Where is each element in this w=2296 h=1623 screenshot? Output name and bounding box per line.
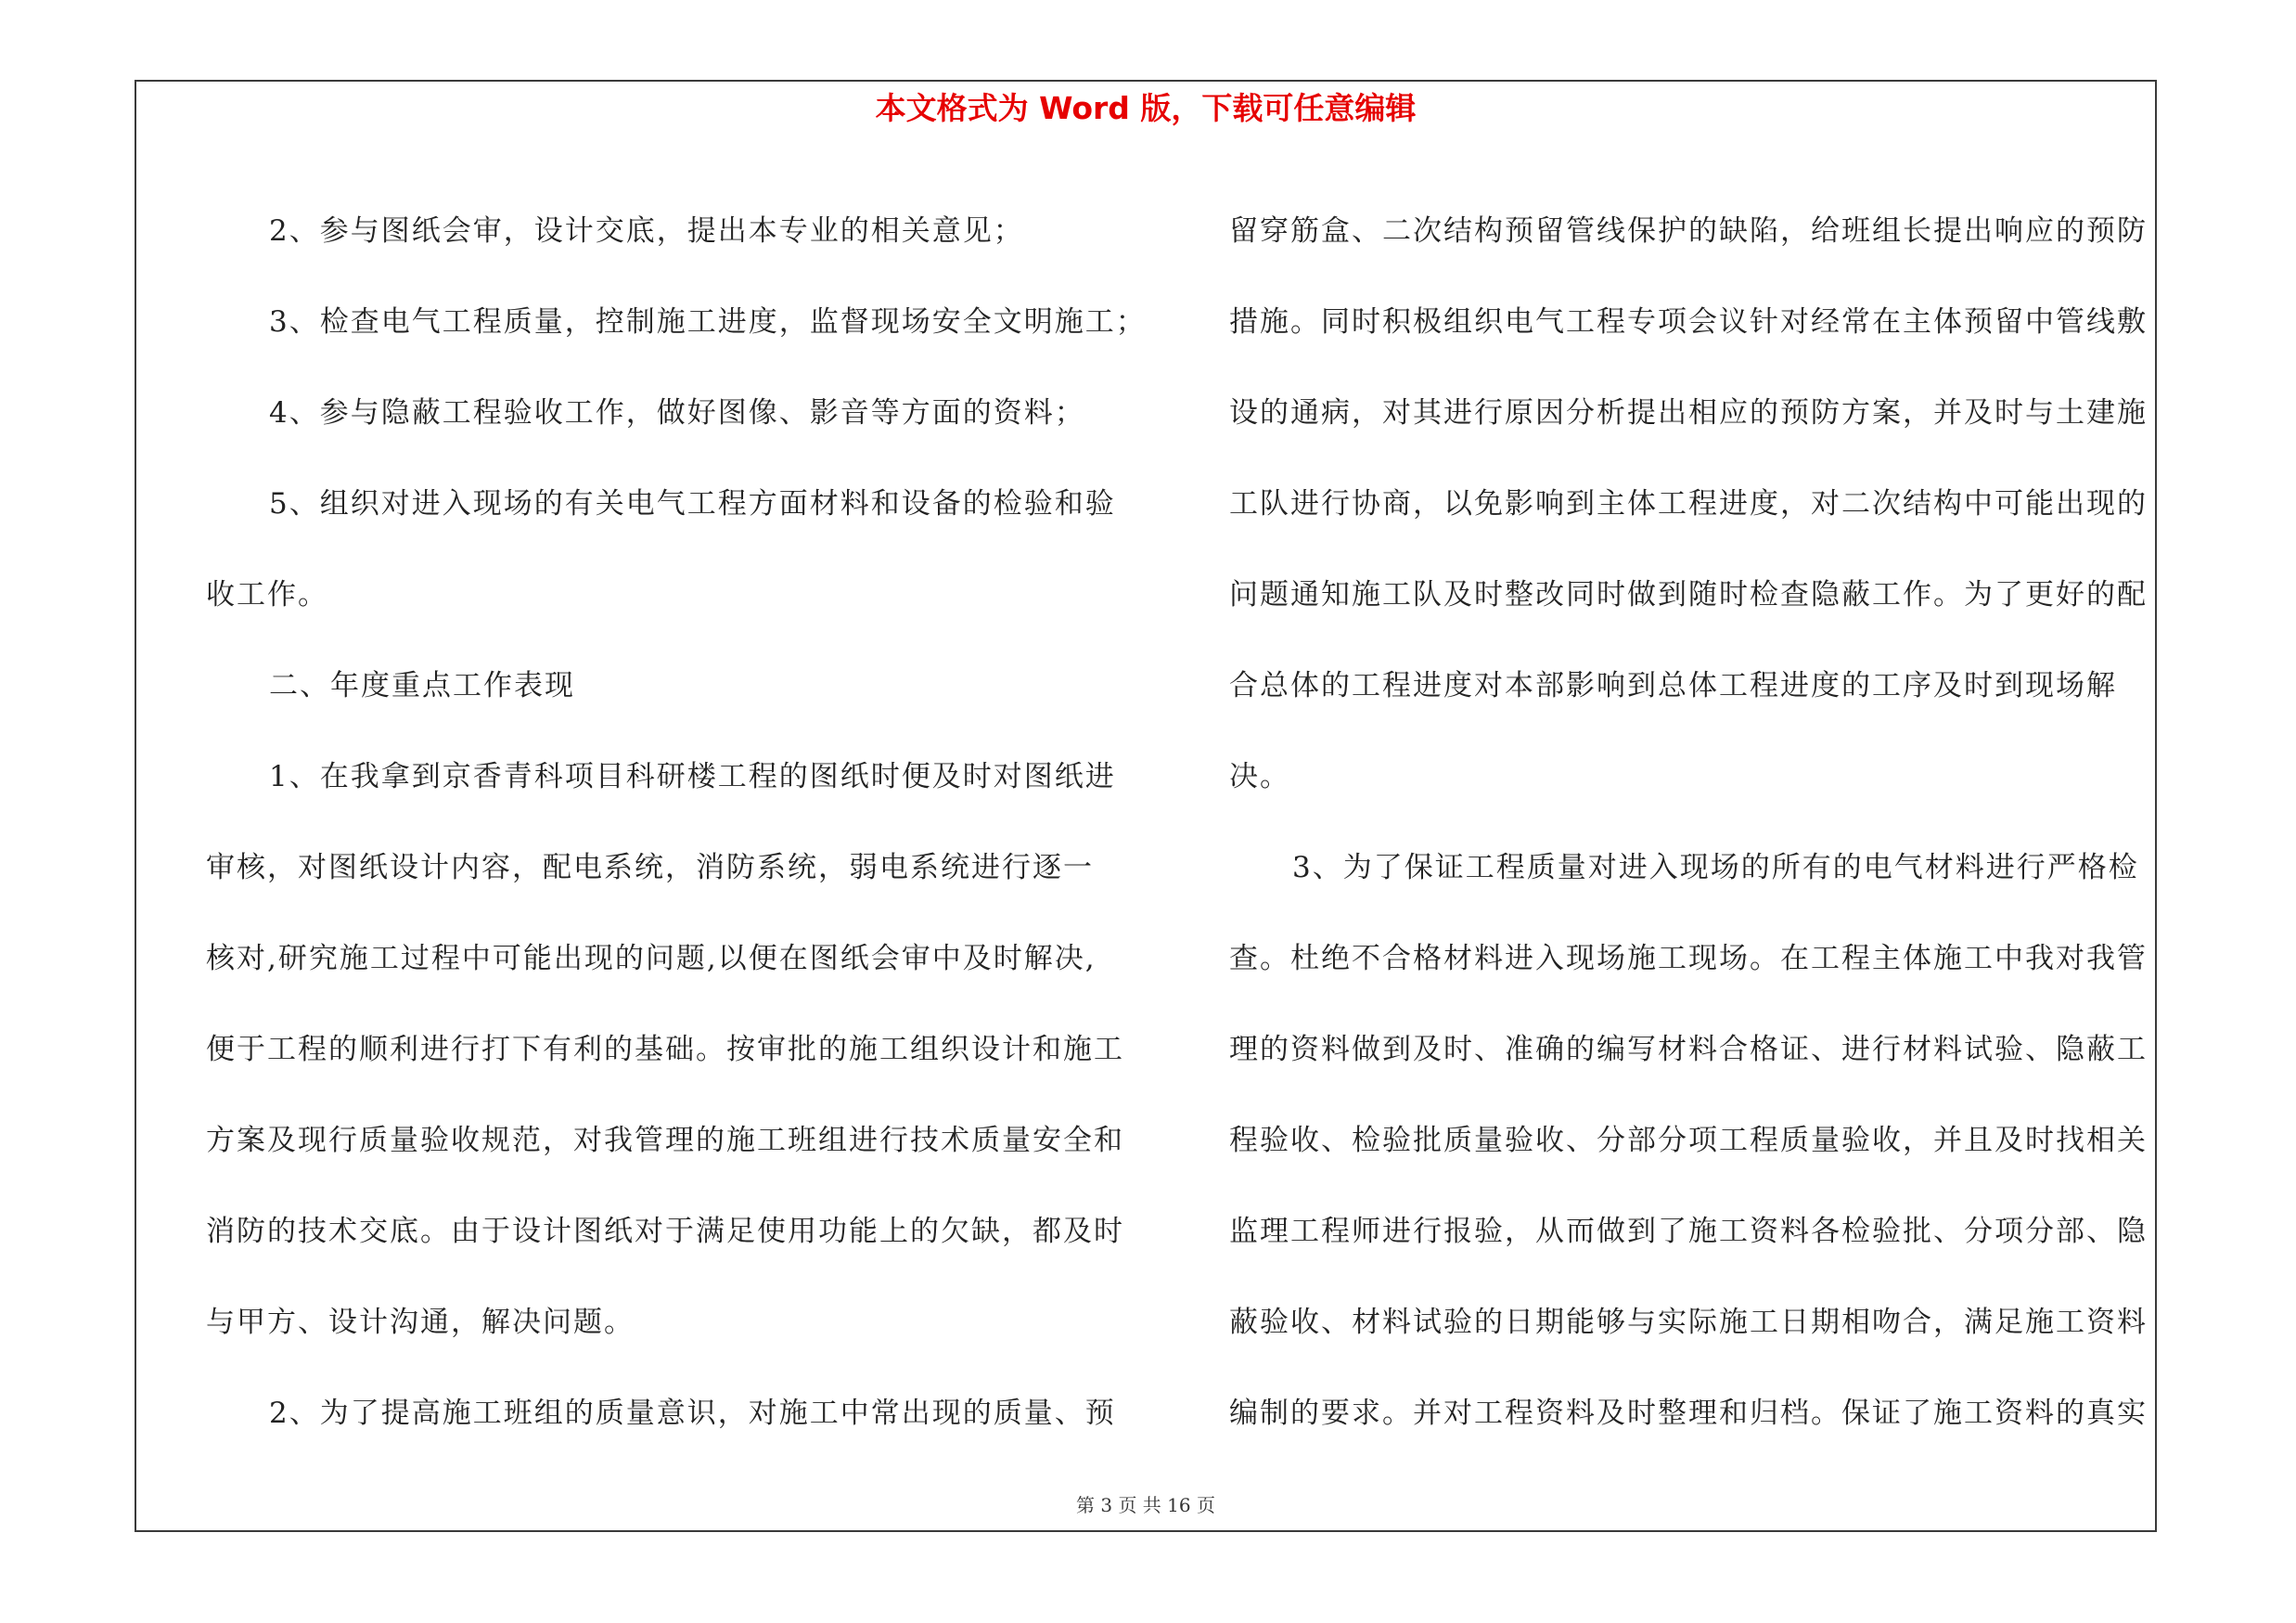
- paragraph-line: 方案及现行质量验收规范，对我管理的施工班组进行技术质量安全和: [206, 1124, 1124, 1157]
- paragraph-line: 1、在我拿到京香青科项目科研楼工程的图纸时便及时对图纸进: [269, 760, 1116, 793]
- paragraph-line: 留穿筋盒、二次结构预留管线保护的缺陷，给班组长提出响应的预防: [1229, 214, 2148, 248]
- paragraph-line: 与甲方、设计沟通，解决问题。: [206, 1306, 635, 1339]
- paragraph-line: 5、组织对进入现场的有关电气工程方面材料和设备的检验和验: [269, 487, 1116, 521]
- paragraph-line: 查。杜绝不合格材料进入现场施工现场。在工程主体施工中我对我管: [1229, 942, 2148, 975]
- paragraph-line: 4、参与隐蔽工程验收工作，做好图像、影音等方面的资料；: [269, 396, 1085, 430]
- paragraph-line: 监理工程师进行报验，从而做到了施工资料各检验批、分项分部、隐: [1229, 1215, 2148, 1248]
- paragraph-line: 3、检查电气工程质量，控制施工进度，监督现场安全文明施工；: [269, 305, 1147, 339]
- paragraph-line: 收工作。: [206, 578, 328, 612]
- paragraph-line: 审核，对图纸设计内容，配电系统，消防系统，弱电系统进行逐一: [206, 851, 1094, 884]
- page-number: 第 3 页 共 16 页: [1076, 1494, 1215, 1516]
- paragraph-line: 设的通病，对其进行原因分析提出相应的预防方案，并及时与土建施: [1229, 396, 2148, 430]
- paragraph-line: 工队进行协商，以免影响到主体工程进度，对二次结构中可能出现的: [1229, 487, 2148, 521]
- left-text-column: [206, 186, 1147, 1459]
- paragraph-line: 理的资料做到及时、准确的编写材料合格证、进行材料试验、隐蔽工: [1229, 1033, 2148, 1066]
- paragraph-line: 2、参与图纸会审，设计交底，提出本专业的相关意见；: [269, 214, 1024, 248]
- paragraph-line: 编制的要求。并对工程资料及时整理和归档。保证了施工资料的真实: [1229, 1397, 2148, 1430]
- paragraph-line: 便于工程的顺利进行打下有利的基础。按审批的施工组织设计和施工: [206, 1033, 1124, 1066]
- paragraph-line: 程验收、检验批质量验收、分部分项工程质量验收，并且及时找相关: [1229, 1124, 2148, 1157]
- paragraph-line: 2、为了提高施工班组的质量意识，对施工中常出现的质量、预: [269, 1397, 1116, 1430]
- paragraph-line: 合总体的工程进度对本部影响到总体工程进度的工序及时到现场解: [1229, 669, 2117, 702]
- paragraph-line: 消防的技术交底。由于设计图纸对于满足使用功能上的欠缺，都及时: [206, 1215, 1124, 1248]
- paragraph-line: 问题通知施工队及时整改同时做到随时检查隐蔽工作。为了更好的配: [1229, 578, 2148, 612]
- section-heading: 二、年度重点工作表现: [269, 669, 575, 702]
- paragraph-line: 决。: [1229, 760, 1290, 793]
- paragraph-line: 蔽验收、材料试验的日期能够与实际施工日期相吻合，满足施工资料: [1229, 1306, 2148, 1339]
- paragraph-line: 3、为了保证工程质量对进入现场的所有的电气材料进行严格检: [1292, 851, 2139, 884]
- paragraph-line: 核对,研究施工过程中可能出现的问题,以便在图纸会审中及时解决,: [206, 942, 1097, 975]
- paragraph-line: 措施。同时积极组织电气工程专项会议针对经常在主体预留中管线敷: [1229, 305, 2148, 339]
- right-text-column: [1229, 186, 2148, 1459]
- word-format-banner: 本文格式为 Word 版，下载可任意编辑: [875, 90, 1417, 126]
